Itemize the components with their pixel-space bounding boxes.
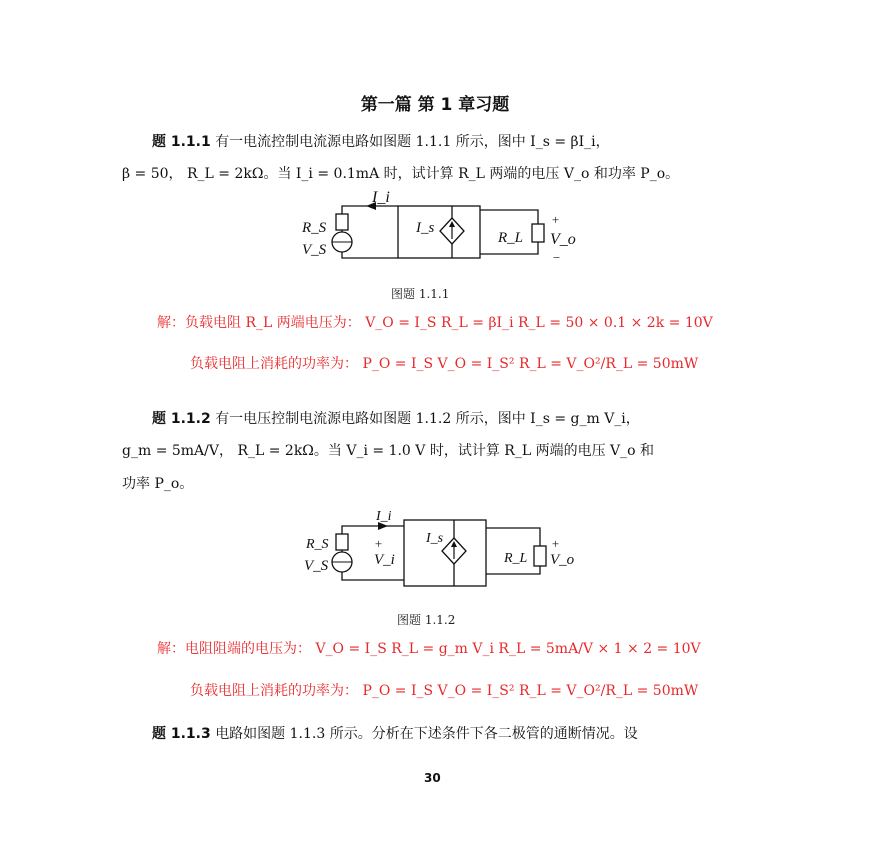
source-resistor-label: R_S <box>306 537 329 552</box>
solution-1-1-1-power: 负载电阻上消耗的功率为： P_O = I_S V_O = I_S² R_L = V_O²/R_L = 50mW <box>190 356 699 372</box>
problem-1-1-2-line3: 功率 P_o。 <box>122 476 194 492</box>
circuit-figure-1-1-1 <box>300 189 576 272</box>
problem-1-1-2-line2: g_m = 5mA/V， R_L = 2kΩ。当 V_i = 1.0 V 时，试计算 R_L 两端的电压 V_o 和 <box>122 443 655 459</box>
output-voltage-label: V_o <box>550 231 576 248</box>
problem-1-1-1-line1 <box>152 131 610 151</box>
output-voltage-label: V_o <box>550 552 575 568</box>
problem-text: 有一电压控制电流源电路如图题 1.1.2 所示，图中 I_s = g_m V_i， <box>215 411 640 427</box>
output-plus: + <box>551 212 560 227</box>
load-resistor-label: R_L <box>498 230 524 246</box>
solution-1-1-2-voltage: 解：电阻阻端的电压为： V_O = I_S R_L = g_m V_i R_L = 5mA/V × 1 × 2 = 10V <box>157 641 701 657</box>
input-plus: + <box>374 536 383 551</box>
solution-1-1-2-power: 负载电阻上消耗的功率为： P_O = I_S V_O = I_S² R_L = V_O²/R_L = 50mW <box>190 683 699 699</box>
current-label-Ii: I_i <box>376 509 392 524</box>
problem-text: 电路如图题 1.1.3 所示。分析在下述条件下各二极管的通断情况。设 <box>215 726 638 742</box>
current-label-Ii: I_i <box>372 189 390 206</box>
source-voltage-label: V_S <box>302 242 327 258</box>
problem-text: 有一电流控制电流源电路如图题 1.1.1 所示，图中 I_s = βI_i， <box>215 134 610 150</box>
source-resistor-label: R_S <box>302 220 327 236</box>
figure-caption-1-1-2: 图题 1.1.2 <box>397 613 456 627</box>
problem-label: 题 1.1.2 <box>152 411 211 427</box>
dependent-source-label: I_s <box>416 220 435 236</box>
page-number: 30 <box>424 771 441 785</box>
problem-1-1-2-line1 <box>152 408 640 428</box>
output-plus: + <box>551 536 560 551</box>
solution-1-1-1-voltage: 解：负载电阻 R_L 两端电压为： V_O = I_S R_L = βI_i R_L = 50 × 0.1 × 2k = 10V <box>157 315 713 331</box>
figure-caption-1-1-1: 图题 1.1.1 <box>391 287 450 301</box>
problem-label: 题 1.1.1 <box>152 134 211 150</box>
page-title: 第一篇 第 1 章习题 <box>360 95 510 115</box>
load-resistor-label: R_L <box>504 551 528 566</box>
circuit-figure-1-1-2 <box>300 508 580 594</box>
output-minus: − <box>552 250 561 265</box>
source-voltage-label: V_S <box>304 558 329 574</box>
problem-label: 题 1.1.3 <box>152 726 211 742</box>
problem-1-1-3-line1 <box>152 723 638 743</box>
input-voltage-label: V_i <box>374 552 395 568</box>
dependent-source-label: I_s <box>426 531 444 546</box>
problem-1-1-1-line2: β = 50， R_L = 2kΩ。当 I_i = 0.1mA 时，试计算 R_L 两端的电压 V_o 和功率 P_o。 <box>122 166 680 182</box>
